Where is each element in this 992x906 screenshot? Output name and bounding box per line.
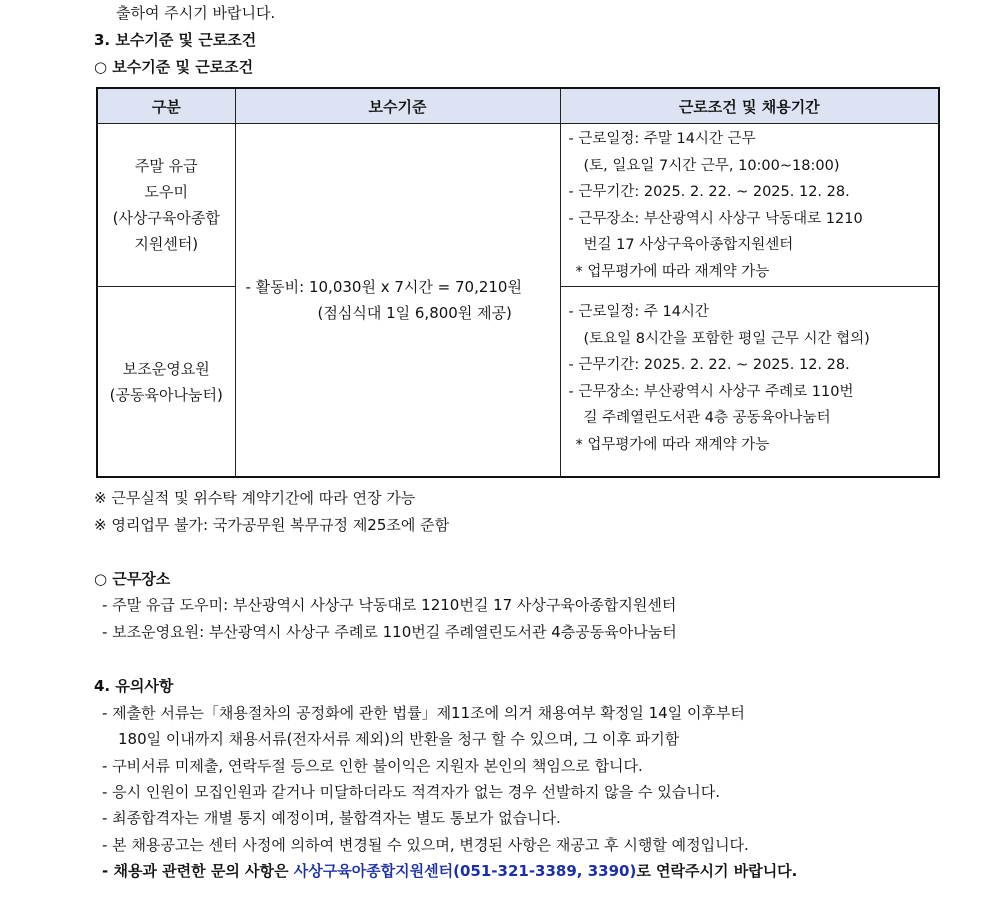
workplace-heading: ○ 근무장소 xyxy=(94,570,171,588)
notice-item: - 응시 인원이 모집인원과 같거나 미달하더라도 적격자가 없는 경우 선발하지 않을 수 있습니다. xyxy=(102,783,721,801)
note-extension: ※ 근무실적 및 위수탁 계약기간에 따라 연장 가능 xyxy=(94,489,416,507)
row2-conditions: - 근로일정: 주 14시간 (토요일 8시간을 포함한 평일 근무 시간 협의) - 근무기간: 2025. 2. 22. ~ 2025. 12. 28. - 근무장소: 부산광역시 사상구 주례로 110번 길 주례열린도서관 4층 공동육아나눔터 * 업무평가에 따라 재계약 가능 xyxy=(560,287,939,477)
pay-conditions-table xyxy=(96,87,940,478)
section-4-heading: 4. 유의사항 xyxy=(94,677,174,695)
table-row xyxy=(97,124,939,287)
workplace-item: - 주말 유급 도우미: 부산광역시 사상구 낙동대로 1210번길 17 사상구육아종합지원센터 xyxy=(102,596,677,614)
notice-item: - 본 채용공고는 센터 사정에 의하여 변경될 수 있으며, 변경된 사항은 재공고 후 시행할 예정입니다. xyxy=(102,836,749,854)
workplace-item: - 보조운영요원: 부산광역시 사상구 주례로 110번길 주례열린도서관 4층공동육아나눔터 xyxy=(102,623,677,641)
header-conditions: 근로조건 및 채용기간 xyxy=(560,88,939,124)
notice-item: - 최종합격자는 개별 통지 예정이며, 불합격자는 별도 통보가 없습니다. xyxy=(102,809,561,827)
row2-category: 보조운영요원 (공동육아나눔터) xyxy=(97,287,235,477)
notice-item: - 제출한 서류는「채용절차의 공정화에 관한 법률」제11조에 의거 채용여부 확정일 14일 이후부터 xyxy=(102,704,745,722)
notice-item: 180일 이내까지 채용서류(전자서류 제외)의 반환을 청구 할 수 있으며, 그 이후 파기함 xyxy=(118,730,680,748)
contact-highlight: 사상구육아종합지원센터(051-321-3389, 3390) xyxy=(293,862,637,880)
header-pay: 보수기준 xyxy=(235,88,560,124)
table-header-row xyxy=(97,88,939,124)
pay-meal-line: (점심식대 1일 6,800원 제공) xyxy=(317,304,512,323)
header-category: 구분 xyxy=(97,88,235,124)
note-no-commercial: ※ 영리업무 불가: 국가공무원 복무규정 제25조에 준함 xyxy=(94,516,450,534)
section-3-heading: 3. 보수기준 및 근로조건 xyxy=(94,31,257,49)
section-3-subheading: ○ 보수기준 및 근로조건 xyxy=(94,58,254,76)
pay-cell xyxy=(235,124,560,477)
contact-line: - 채용과 관련한 문의 사항은 사상구육아종합지원센터(051-321-3389, 3390)로 연락주시기 바랍니다. xyxy=(102,862,798,880)
row1-category: 주말 유급 도우미 (사상구육아종합 지원센터) xyxy=(97,124,235,287)
row1-conditions: - 근로일정: 주말 14시간 근무 (토, 일요일 7시간 근무, 10:00~18:00) - 근무기간: 2025. 2. 22. ~ 2025. 12. 28. - 근무장소: 부산광역시 사상구 낙동대로 1210 번길 17 사상구육아종합지원센터 * 업무평가에 따라 재계약 가능 xyxy=(560,124,939,287)
top-continuation-line: 출하여 주시기 바랍니다. xyxy=(116,4,276,22)
pay-line: - 활동비: 10,030원 x 7시간 = 70,210원 xyxy=(245,278,522,297)
notice-item: - 구비서류 미제출, 연락두절 등으로 인한 불이익은 지원자 본인의 책임으로 합니다. xyxy=(102,757,643,775)
